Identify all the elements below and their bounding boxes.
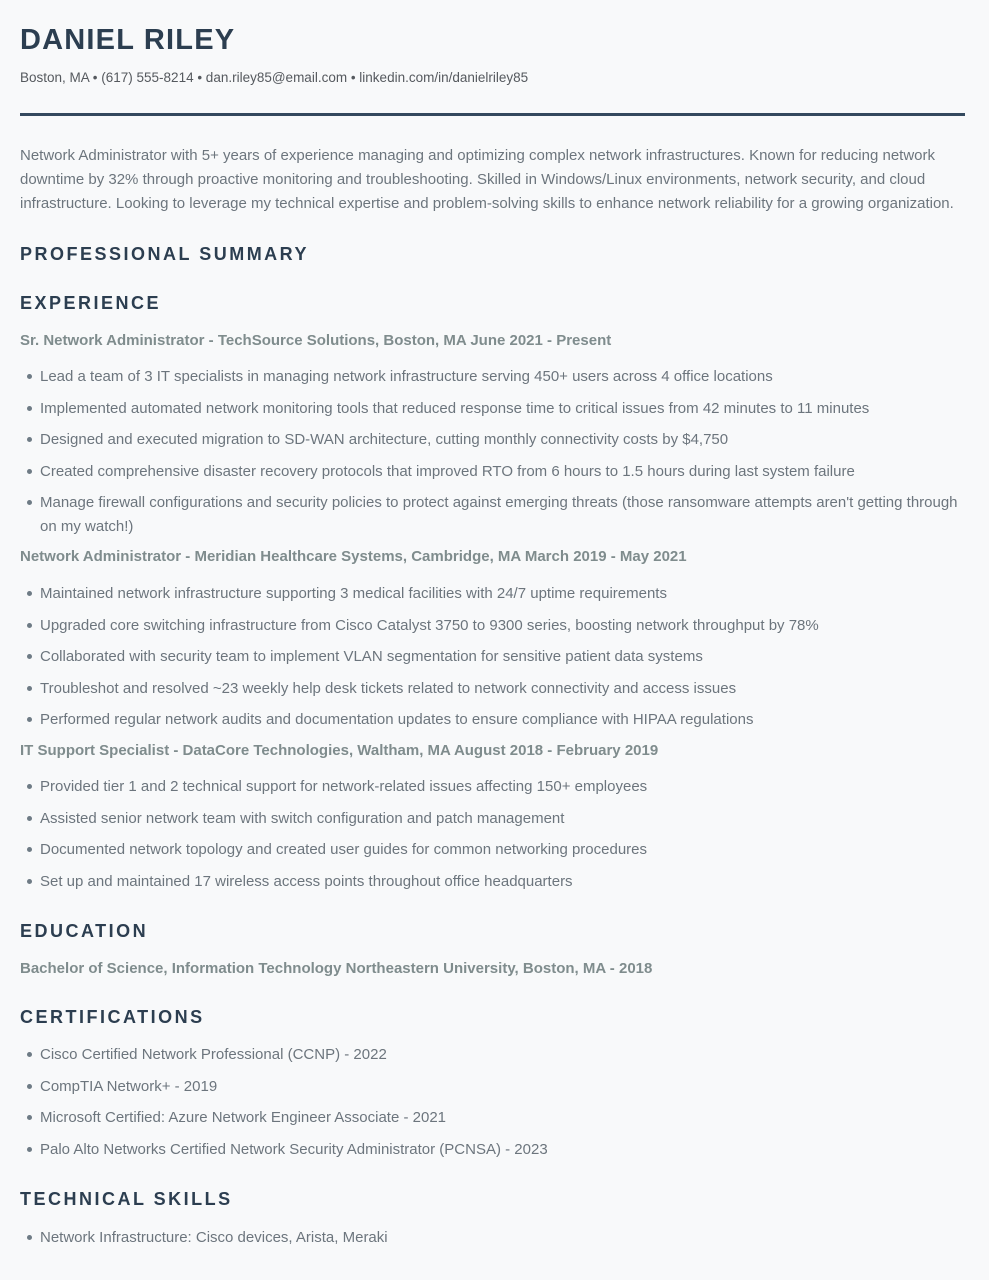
- bullet-item: Implemented automated network monitoring tools that reduced response time to critical issues from 42 minutes to 11 minutes: [20, 397, 965, 421]
- bullet-item: Designed and executed migration to SD-WAN architecture, cutting monthly connectivity costs by $4,750: [20, 428, 965, 452]
- job-entry: [20, 742, 965, 894]
- bullet-item: Manage firewall configurations and security policies to protect against emerging threats (those ransomware attempts aren't getting through on my watch!): [20, 491, 965, 538]
- candidate-name: DANIEL RILEY: [20, 24, 236, 56]
- contact-info: Boston, MA • (617) 555-8214 • dan.riley85@email.com • linkedin.com/in/danielriley85: [20, 70, 529, 86]
- certifications-list: [20, 1043, 965, 1161]
- education-degree: Bachelor of Science, Information Technology Northeastern University, Boston, MA - 2018: [20, 960, 653, 978]
- job-bullet-list: [20, 775, 965, 893]
- section-heading-experience: EXPERIENCE: [20, 293, 162, 314]
- bullet-item: Palo Alto Networks Certified Network Security Administrator (PCNSA) - 2023: [20, 1138, 965, 1162]
- section-heading-certifications: CERTIFICATIONS: [20, 1006, 205, 1027]
- experience-section: [20, 332, 965, 894]
- bullet-item: Performed regular network audits and documentation updates to ensure compliance with HIPAA regulations: [20, 708, 965, 732]
- bullet-item: Cisco Certified Network Professional (CCNP) - 2022: [20, 1043, 965, 1067]
- bullet-item: Lead a team of 3 IT specialists in managing network infrastructure serving 450+ users across 4 office locations: [20, 365, 965, 389]
- job-bullet-list: [20, 365, 965, 538]
- bullet-item: Microsoft Certified: Azure Network Engineer Associate - 2021: [20, 1106, 965, 1130]
- summary-paragraph: Network Administrator with 5+ years of experience managing and optimizing complex network infrastructures. Known for reducing network downtime by 32% through proactive monitoring and troubleshooting. Skilled in Windows/Linux environments, network security, and cloud infrastructure. Looking to leverage my technical expertise and problem-solving skills to enhance network reliability for a growing organization.: [20, 146, 954, 212]
- header-divider: [20, 113, 965, 116]
- bullet-item: Network Infrastructure: Cisco devices, Arista, Meraki: [20, 1226, 965, 1250]
- technical-skills-list: [20, 1226, 965, 1250]
- bullet-item: Maintained network infrastructure supporting 3 medical facilities with 24/7 uptime requirements: [20, 582, 965, 606]
- bullet-item: Troubleshot and resolved ~23 weekly help desk tickets related to network connectivity and access issues: [20, 677, 965, 701]
- bullet-item: Provided tier 1 and 2 technical support for network-related issues affecting 150+ employees: [20, 775, 965, 799]
- section-heading-education: EDUCATION: [20, 921, 149, 942]
- bullet-item: Set up and maintained 17 wireless access points throughout office headquarters: [20, 870, 965, 894]
- bullet-item: Assisted senior network team with switch configuration and patch management: [20, 807, 965, 831]
- bullet-item: Collaborated with security team to implement VLAN segmentation for sensitive patient data systems: [20, 645, 965, 669]
- bullet-item: CompTIA Network+ - 2019: [20, 1075, 965, 1099]
- job-entry: [20, 332, 965, 539]
- job-bullet-list: [20, 582, 965, 732]
- section-heading-professional-summary: PROFESSIONAL SUMMARY: [20, 243, 310, 264]
- job-title: Network Administrator - Meridian Healthcare Systems, Cambridge, MA March 2019 - May 2021: [20, 548, 687, 566]
- job-title: IT Support Specialist - DataCore Technologies, Waltham, MA August 2018 - February 2019: [20, 741, 659, 759]
- resume-header: [20, 24, 965, 87]
- bullet-item: Created comprehensive disaster recovery protocols that improved RTO from 6 hours to 1.5 hours during last system failure: [20, 460, 965, 484]
- job-entry: [20, 548, 965, 731]
- section-heading-technical-skills: TECHNICAL SKILLS: [20, 1189, 233, 1210]
- bullet-item: Documented network topology and created user guides for common networking procedures: [20, 838, 965, 862]
- job-title: Sr. Network Administrator - TechSource Solutions, Boston, MA June 2021 - Present: [20, 331, 612, 349]
- bullet-item: Upgraded core switching infrastructure from Cisco Catalyst 3750 to 9300 series, boosting network throughput by 78%: [20, 614, 965, 638]
